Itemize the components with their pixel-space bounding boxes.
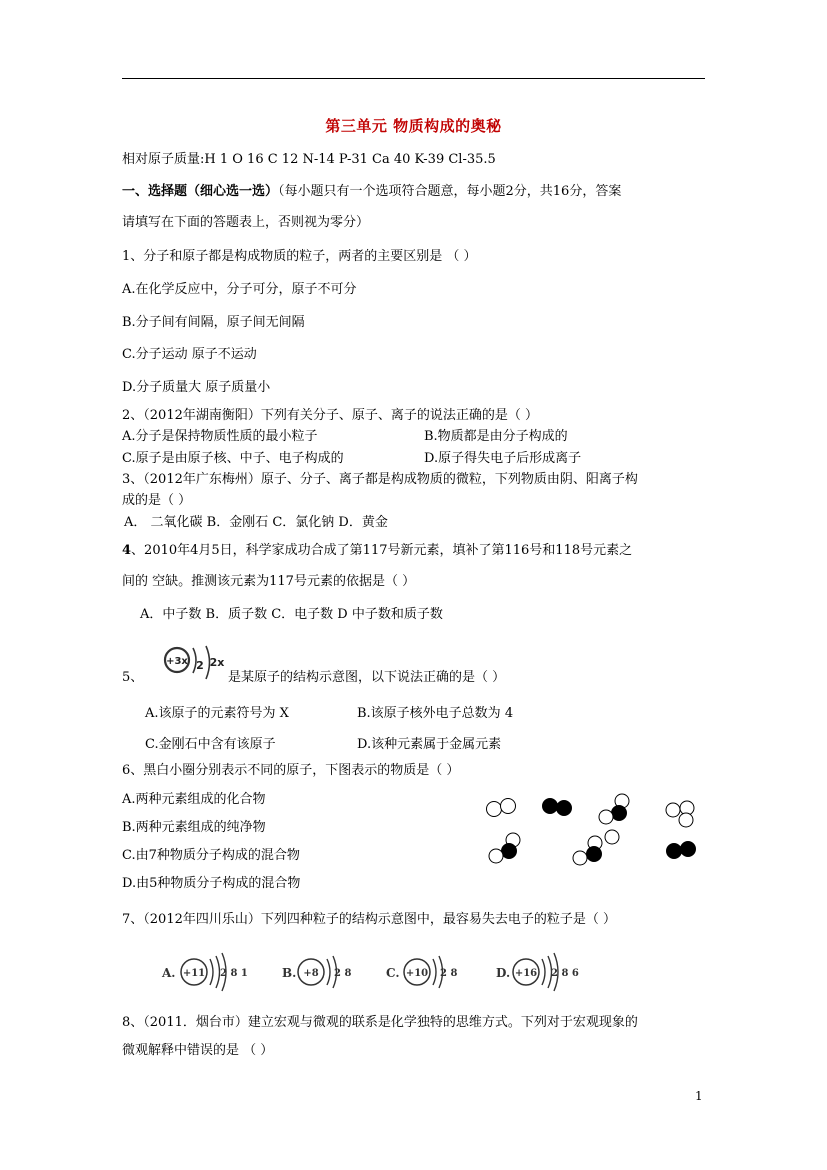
q4-options: A．中子数 B．质子数 C．电子数 D 中子数和质子数	[140, 607, 443, 622]
q6-molecule-diagram	[480, 790, 700, 870]
black-atom	[612, 806, 627, 821]
q2-option-a: A.分子是保持物质性质的最小粒子	[122, 429, 318, 444]
black-atom	[543, 799, 558, 814]
q7-d-shells: 2 8 6	[551, 968, 579, 979]
q5-shell1-count: 2	[196, 659, 204, 672]
q4-stem-2: 间的 空缺。推测该元素为117号元素的依据是（ ）	[122, 574, 416, 589]
q3-stem-2: 成的是（ ）	[122, 493, 192, 508]
white-atom	[599, 810, 613, 824]
q7-b-label: B.	[282, 966, 297, 980]
q7-c-arc	[433, 959, 436, 985]
q5-option-b: B.该原子核外电子总数为 4	[357, 706, 514, 721]
q3-options: A． 二氧化碳 B．金刚石 C．氯化钠 D．黄金	[124, 515, 388, 530]
q2-stem: 2、（2012年湖南衡阳）下列有关分子、原子、离子的说法正确的是（ ）	[122, 408, 538, 423]
q7-c-charge: +10	[405, 968, 429, 979]
q5-nucleus-charge: +3x	[166, 656, 188, 667]
q7-a-arc	[216, 956, 220, 988]
q5-option-d: D.该种元素属于金属元素	[357, 737, 502, 752]
q7-c-label: C.	[386, 966, 400, 980]
header-rule	[122, 78, 705, 79]
white-atom	[679, 813, 693, 827]
black-atom	[557, 801, 572, 816]
black-atom	[502, 844, 517, 859]
section1-heading-line	[122, 184, 621, 200]
section1-note-2: 请填写在下面的答题表上，否则视为零分）	[122, 215, 370, 230]
q7-stem: 7、（2012年四川乐山）下列四种粒子的结构示意图中，最容易失去电子的粒子是（ ）	[122, 912, 616, 927]
q7-a-charge: +11	[182, 968, 206, 979]
page-number: 1	[695, 1089, 703, 1103]
q7-c-shells: 2 8	[440, 968, 458, 979]
section1-note-1: （每小题只有一个选项符合题意，每小题2分，共16分，答案	[278, 184, 622, 199]
white-atom	[501, 799, 516, 814]
q7-b-charge: +8	[303, 968, 319, 979]
q1-option-a: A.在化学反应中，分子可分，原子不可分	[122, 282, 357, 297]
atomic-masses: 相对原子质量:H 1 O 16 C 12 N-14 P-31 Ca 40 K-39 Cl-35.5	[122, 152, 496, 167]
q5-number: 5、	[122, 670, 144, 685]
q7-b-shells: 2 8	[334, 968, 352, 979]
q7-diagrams	[158, 950, 578, 996]
q4-stem-1: 、2010年4月5日，科学家成功合成了第117号新元素，填补了第116号和118号元素之	[131, 543, 633, 558]
q5-shell2-count: 2x	[209, 656, 225, 669]
q8-stem-1: 8、（2011．烟台市）建立宏观与微观的联系是化学独特的思维方式。下列对于宏观现象的	[122, 1015, 638, 1030]
q7-a-label: A.	[162, 966, 176, 980]
q6-option-c: C.由7种物质分子构成的混合物	[122, 848, 300, 863]
section1-heading: 一、选择题（细心选一选）	[122, 184, 279, 199]
q7-a-shells: 2 8 1	[220, 968, 248, 979]
white-atom	[605, 830, 619, 844]
q7-d-charge: +16	[514, 968, 538, 979]
q6-option-a: A.两种元素组成的化合物	[122, 792, 266, 807]
q2-option-b: B.物质都是由分子构成的	[424, 429, 568, 444]
black-atom	[587, 847, 602, 862]
q7-d-label: D.	[496, 966, 511, 980]
q4-stem-1-line	[122, 543, 632, 559]
q5-option-c: C.金刚石中含有该原子	[145, 737, 276, 752]
black-atom	[667, 844, 682, 859]
q6-stem: 6、黑白小圈分别表示不同的原子，下图表示的物质是（ ）	[122, 763, 460, 778]
q5-atom-diagram	[160, 646, 230, 686]
q2-option-c: C.原子是由原子核、中子、电子构成的	[122, 451, 344, 466]
q7-d-arc	[542, 959, 545, 985]
q5-stem: 是某原子的结构示意图，以下说法正确的是（ ）	[228, 670, 506, 685]
q4-number: 4	[122, 543, 132, 558]
q7-b-arc	[327, 959, 330, 985]
q1-stem: 1、分子和原子都是构成物质的粒子，两者的主要区别是 （ ）	[122, 249, 477, 264]
white-atom	[573, 851, 587, 865]
q3-stem-1: 3、（2012年广东梅州）原子、分子、离子都是构成物质的微粒，下列物质由阴、阳离子构	[122, 472, 638, 487]
white-atom	[487, 802, 502, 817]
black-atom	[681, 842, 696, 857]
q5-option-a: A.该原子的元素符号为 X	[145, 706, 289, 721]
q8-stem-2: 微观解释中错误的是 （ ）	[122, 1043, 274, 1058]
q7-a-arc	[210, 959, 213, 985]
q6-option-d: D.由5种物质分子构成的混合物	[122, 876, 301, 891]
q6-option-b: B.两种元素组成的纯净物	[122, 820, 266, 835]
white-atom	[489, 849, 503, 863]
q1-option-b: B.分子间有间隔，原子间无间隔	[122, 315, 305, 330]
q1-option-d: D.分子质量大 原子质量小	[122, 380, 271, 395]
white-atom	[666, 803, 680, 817]
q1-option-c: C.分子运动 原子不运动	[122, 347, 257, 362]
page-title: 第三单元 物质构成的奥秘	[325, 117, 502, 135]
q2-option-d: D.原子得失电子后形成离子	[424, 451, 582, 466]
